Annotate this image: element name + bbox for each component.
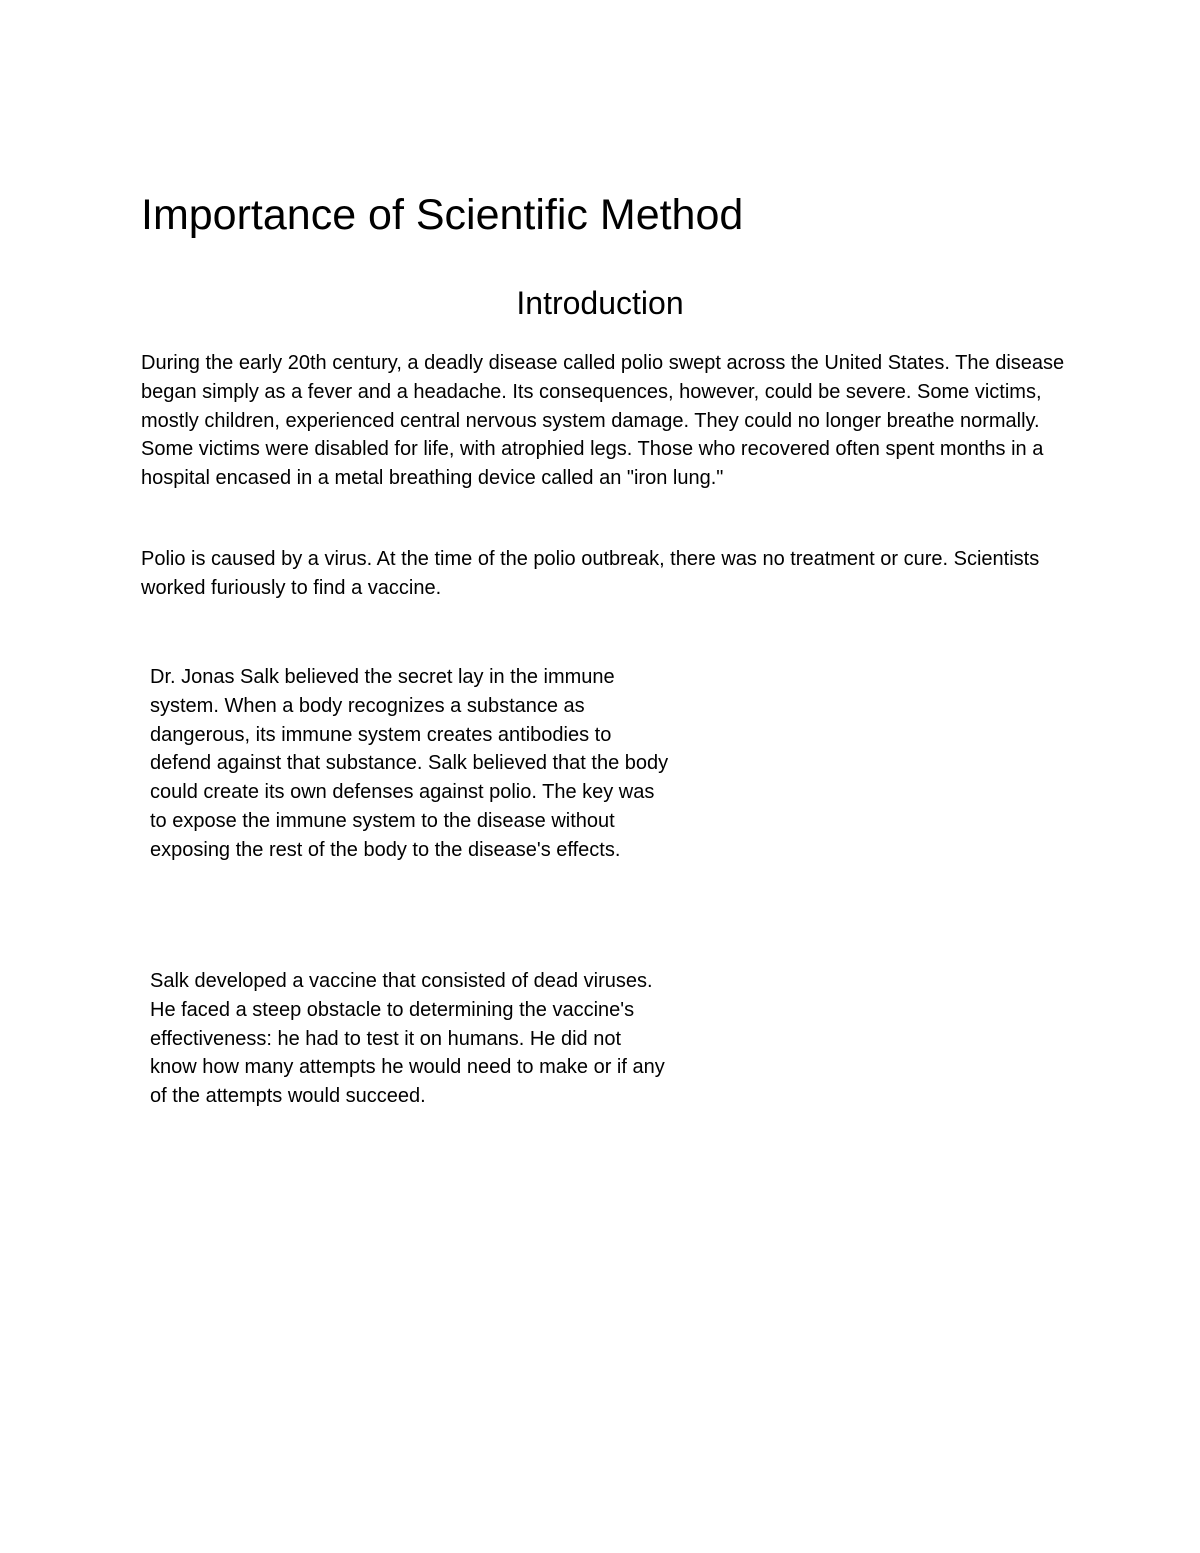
document-title: Importance of Scientific Method [141, 191, 744, 239]
paragraph-polio-history: During the early 20th century, a deadly disease called polio swept across the United States. The disease began simply as a fever and a headache. Its consequences, however, could be severe. Some victims, mostly children, experienced central nervous system damage. They could no longer breathe normally. Some victims were disabled for life, with atrophied legs. Those who recovered often spent months in a hospital encased in a metal breathing device called an "iron lung." [141, 352, 1065, 490]
section-heading-introduction: Introduction [516, 285, 684, 321]
paragraph-salk-vaccine: Salk developed a vaccine that consisted of dead viruses. He faced a steep obstacle to determining the vaccine's effectiveness: he had to test it on humans. He did not know how many attempts he would need to make or if any of the attempts would succeed. [150, 970, 665, 1108]
paragraph-salk-immune-system: Dr. Jonas Salk believed the secret lay in the immune system. When a body recognizes a substance as dangerous, its immune system creates antibodies to defend against that substance. Salk believed that the body could create its own defenses against polio. The key was to expose the immune system to the disease without exposing the rest of the body to the disease's effects. [150, 666, 669, 861]
paragraph-polio-virus: Polio is caused by a virus. At the time of the polio outbreak, there was no treatment or cure. Scientists worked furiously to find a vaccine. [141, 548, 1040, 599]
